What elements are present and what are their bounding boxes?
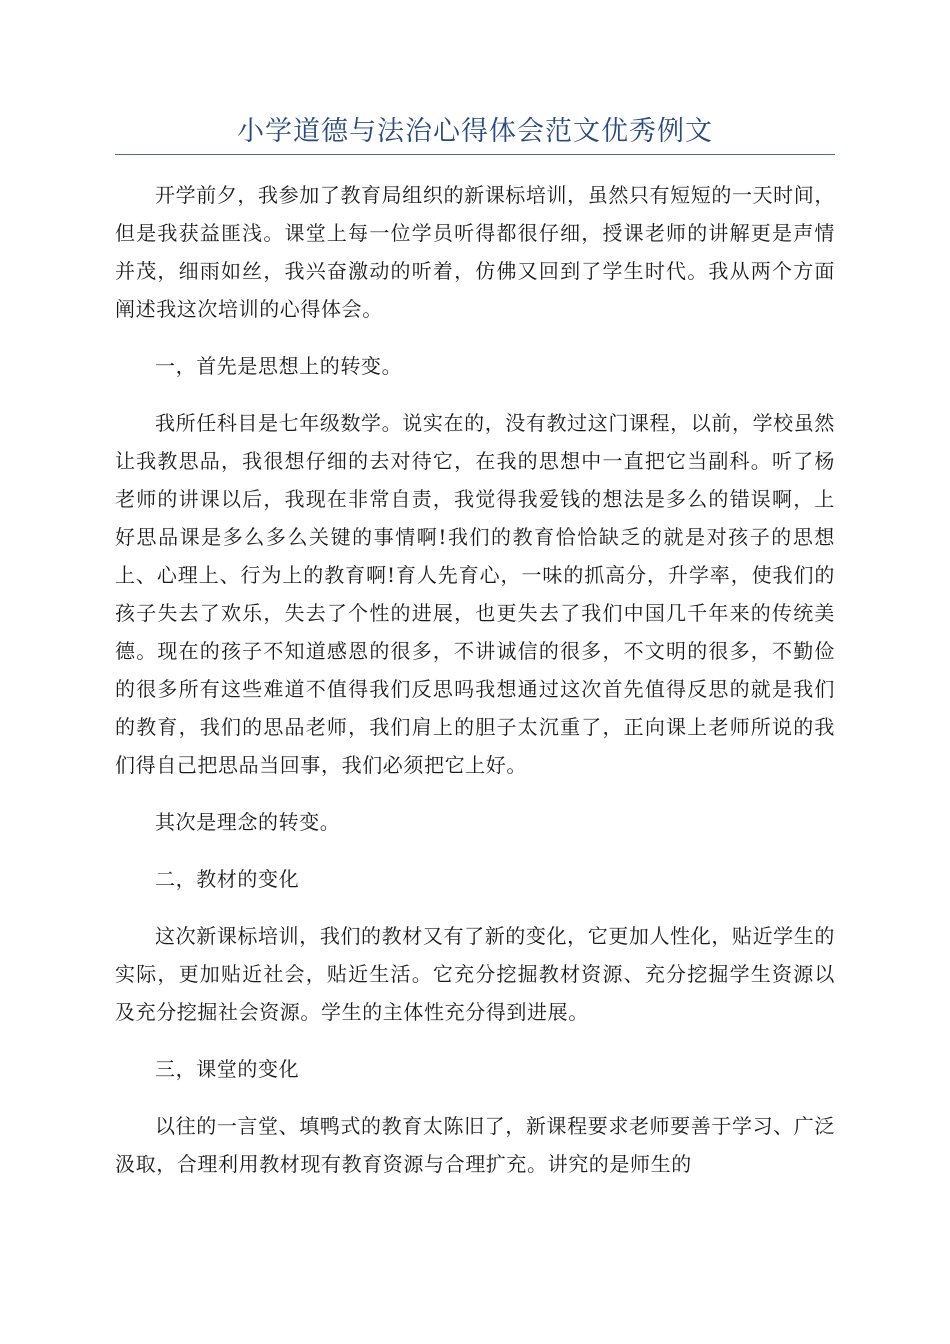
- heading-textbook-change: 二，教材的变化: [155, 867, 300, 891]
- paragraph-thought-change: 我所任科目是七年级数学。说实在的，没有教过这门课程，以前，学校虽然让我教思品，我很想仔细的去对待它，在我的思想中一直把它当副科。听了杨老师的讲课以后，我现在非常自责，我觉得我爱钱的想法是多么的错误啊，上好思品课是多么多么关键的事情啊!我们的教育恰恰缺乏的就是对孩子的思想上、心理上、行为上的教育啊!育人先育心，一味的抓高分，升学率，使我们的孩子失去了欢乐，失去了个性的进展，也更失去了我们中国几千年来的传统美德。现在的孩子不知道感恩的很多，不讲诚信的很多，不文明的很多，不勤俭的很多所有这些难道不值得我们反思吗我想通过这次首先值得反思的就是我们的教育，我们的思品老师，我们肩上的胆子太沉重了，正向课上老师所说的我们得自己把思品当回事，我们必须把它上好。: [115, 411, 835, 777]
- document-body: [115, 176, 835, 1202]
- title-underline: [115, 154, 835, 155]
- paragraph-classroom-change: 以往的一言堂、填鸭式的教育太陈旧了，新课程要求老师要善于学习、广泛汲取，合理利用教材现有教育资源与合理扩充。讲究的是师生的: [115, 1114, 835, 1176]
- document-title: 小学道德与法治心得体会范文优秀例文: [237, 116, 713, 147]
- paragraph-textbook-change: 这次新课标培训，我们的教材又有了新的变化，它更加人性化，贴近学生的实际，更加贴近社会，贴近生活。它充分挖掘教材资源、充分挖掘学生资源以及充分挖掘社会资源。学生的主体性充分得到进展。: [115, 924, 835, 1024]
- heading-thought-change: 一，首先是思想上的转变。: [155, 354, 403, 378]
- paragraph-intro: 开学前夕，我参加了教育局组织的新课标培训，虽然只有短短的一天时间，但是我获益匪浅。课堂上每一位学员听得都很仔细，授课老师的讲解更是声情并茂，细雨如丝，我兴奋激动的听着，仿佛又回到了学生时代。我从两个方面阐述我这次培训的心得体会。: [115, 183, 835, 321]
- heading-concept-change: 其次是理念的转变。: [155, 810, 341, 834]
- heading-classroom-change: 三，课堂的变化: [155, 1057, 300, 1081]
